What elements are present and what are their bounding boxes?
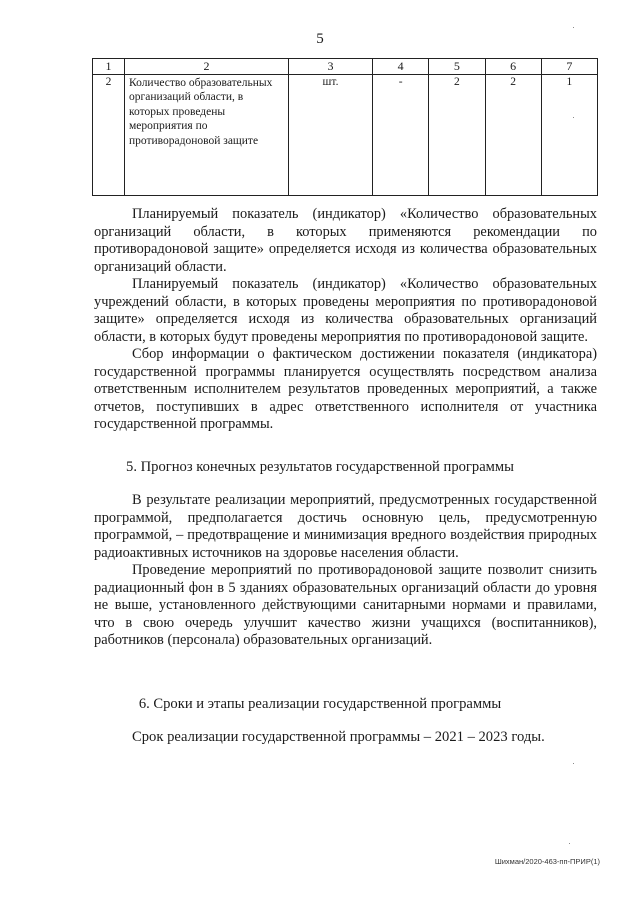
paragraph: Планируемый показатель (индикатор) «Количество образовательных организаций области, в которых применяются рекомендации по противорадоновой защите» определяется исходя из количества образовательных организаций области.: [94, 206, 597, 275]
value-cell-col4: -: [373, 75, 429, 196]
table-row: [93, 75, 598, 196]
table-header-row: [93, 59, 598, 75]
value-cell-col7: 1: [541, 75, 597, 196]
table-header-cell: 3: [289, 59, 373, 75]
section-5-heading: 5. Прогноз конечных результатов государственной программы: [126, 459, 514, 475]
footer-stamp: Шихман/2020-463-пп-ПРИР(1): [494, 857, 600, 866]
unit-cell: шт.: [289, 75, 373, 196]
scan-speck: ·: [572, 112, 575, 122]
paragraph: Проведение мероприятий по противорадоновой защите позволит снизить радиационный фон в 5 зданиях образовательных организаций области до уровня не выше, установленного действующими санитарными нормами и правилами, что в свою очередь улучшит качество жизни учащихся (воспитанников), работников (персонала) образовательных организаций.: [94, 562, 597, 648]
row-number-cell: 2: [93, 75, 125, 196]
paragraph: В результате реализации мероприятий, предусмотренных государственной программой, предполагается достичь основную цель, предусмотренную программой, – предотвращение и минимизация вредного воздействия природных радиоактивных источников на здоровье населения области.: [94, 492, 597, 561]
scan-speck: ·: [572, 22, 575, 32]
program-term: Срок реализации государственной программы – 2021 – 2023 годы.: [132, 729, 545, 745]
table-header-cell: 6: [485, 59, 541, 75]
page-number: 5: [316, 31, 324, 47]
indicator-description: [94, 206, 597, 434]
paragraph: Планируемый показатель (индикатор) «Количество образовательных учреждений области, в которых проведены мероприятия по противорадоновой защите» определяется исходя из количества образовательных организаций области, в которых будут проведены мероприятия по противорадоновой защите.: [94, 276, 597, 345]
section-5-body: [94, 492, 597, 650]
paragraph: Сбор информации о фактическом достижении показателя (индикатора) государственной программы планируется осуществлять посредством анализа ответственным исполнителем результатов проведенных мероприятий, а также отчетов, поступивших в адрес ответственного исполнителя от участника государственной программы.: [94, 346, 597, 432]
table-header-cell: 5: [429, 59, 485, 75]
value-cell-col5: 2: [429, 75, 485, 196]
indicator-table: [92, 58, 598, 196]
section-6-heading: 6. Сроки и этапы реализации государственной программы: [138, 696, 502, 712]
table-header-cell: 1: [93, 59, 125, 75]
table-header-cell: 2: [125, 59, 289, 75]
value-cell-col6: 2: [485, 75, 541, 196]
indicator-name-cell: Количество образовательных организаций области, в которых проведены мероприятия по противорадоновой защите: [125, 75, 289, 196]
scan-speck: ·: [568, 838, 571, 848]
scan-speck: ·: [572, 758, 575, 768]
table-header-cell: 4: [373, 59, 429, 75]
table-header-cell: 7: [541, 59, 597, 75]
